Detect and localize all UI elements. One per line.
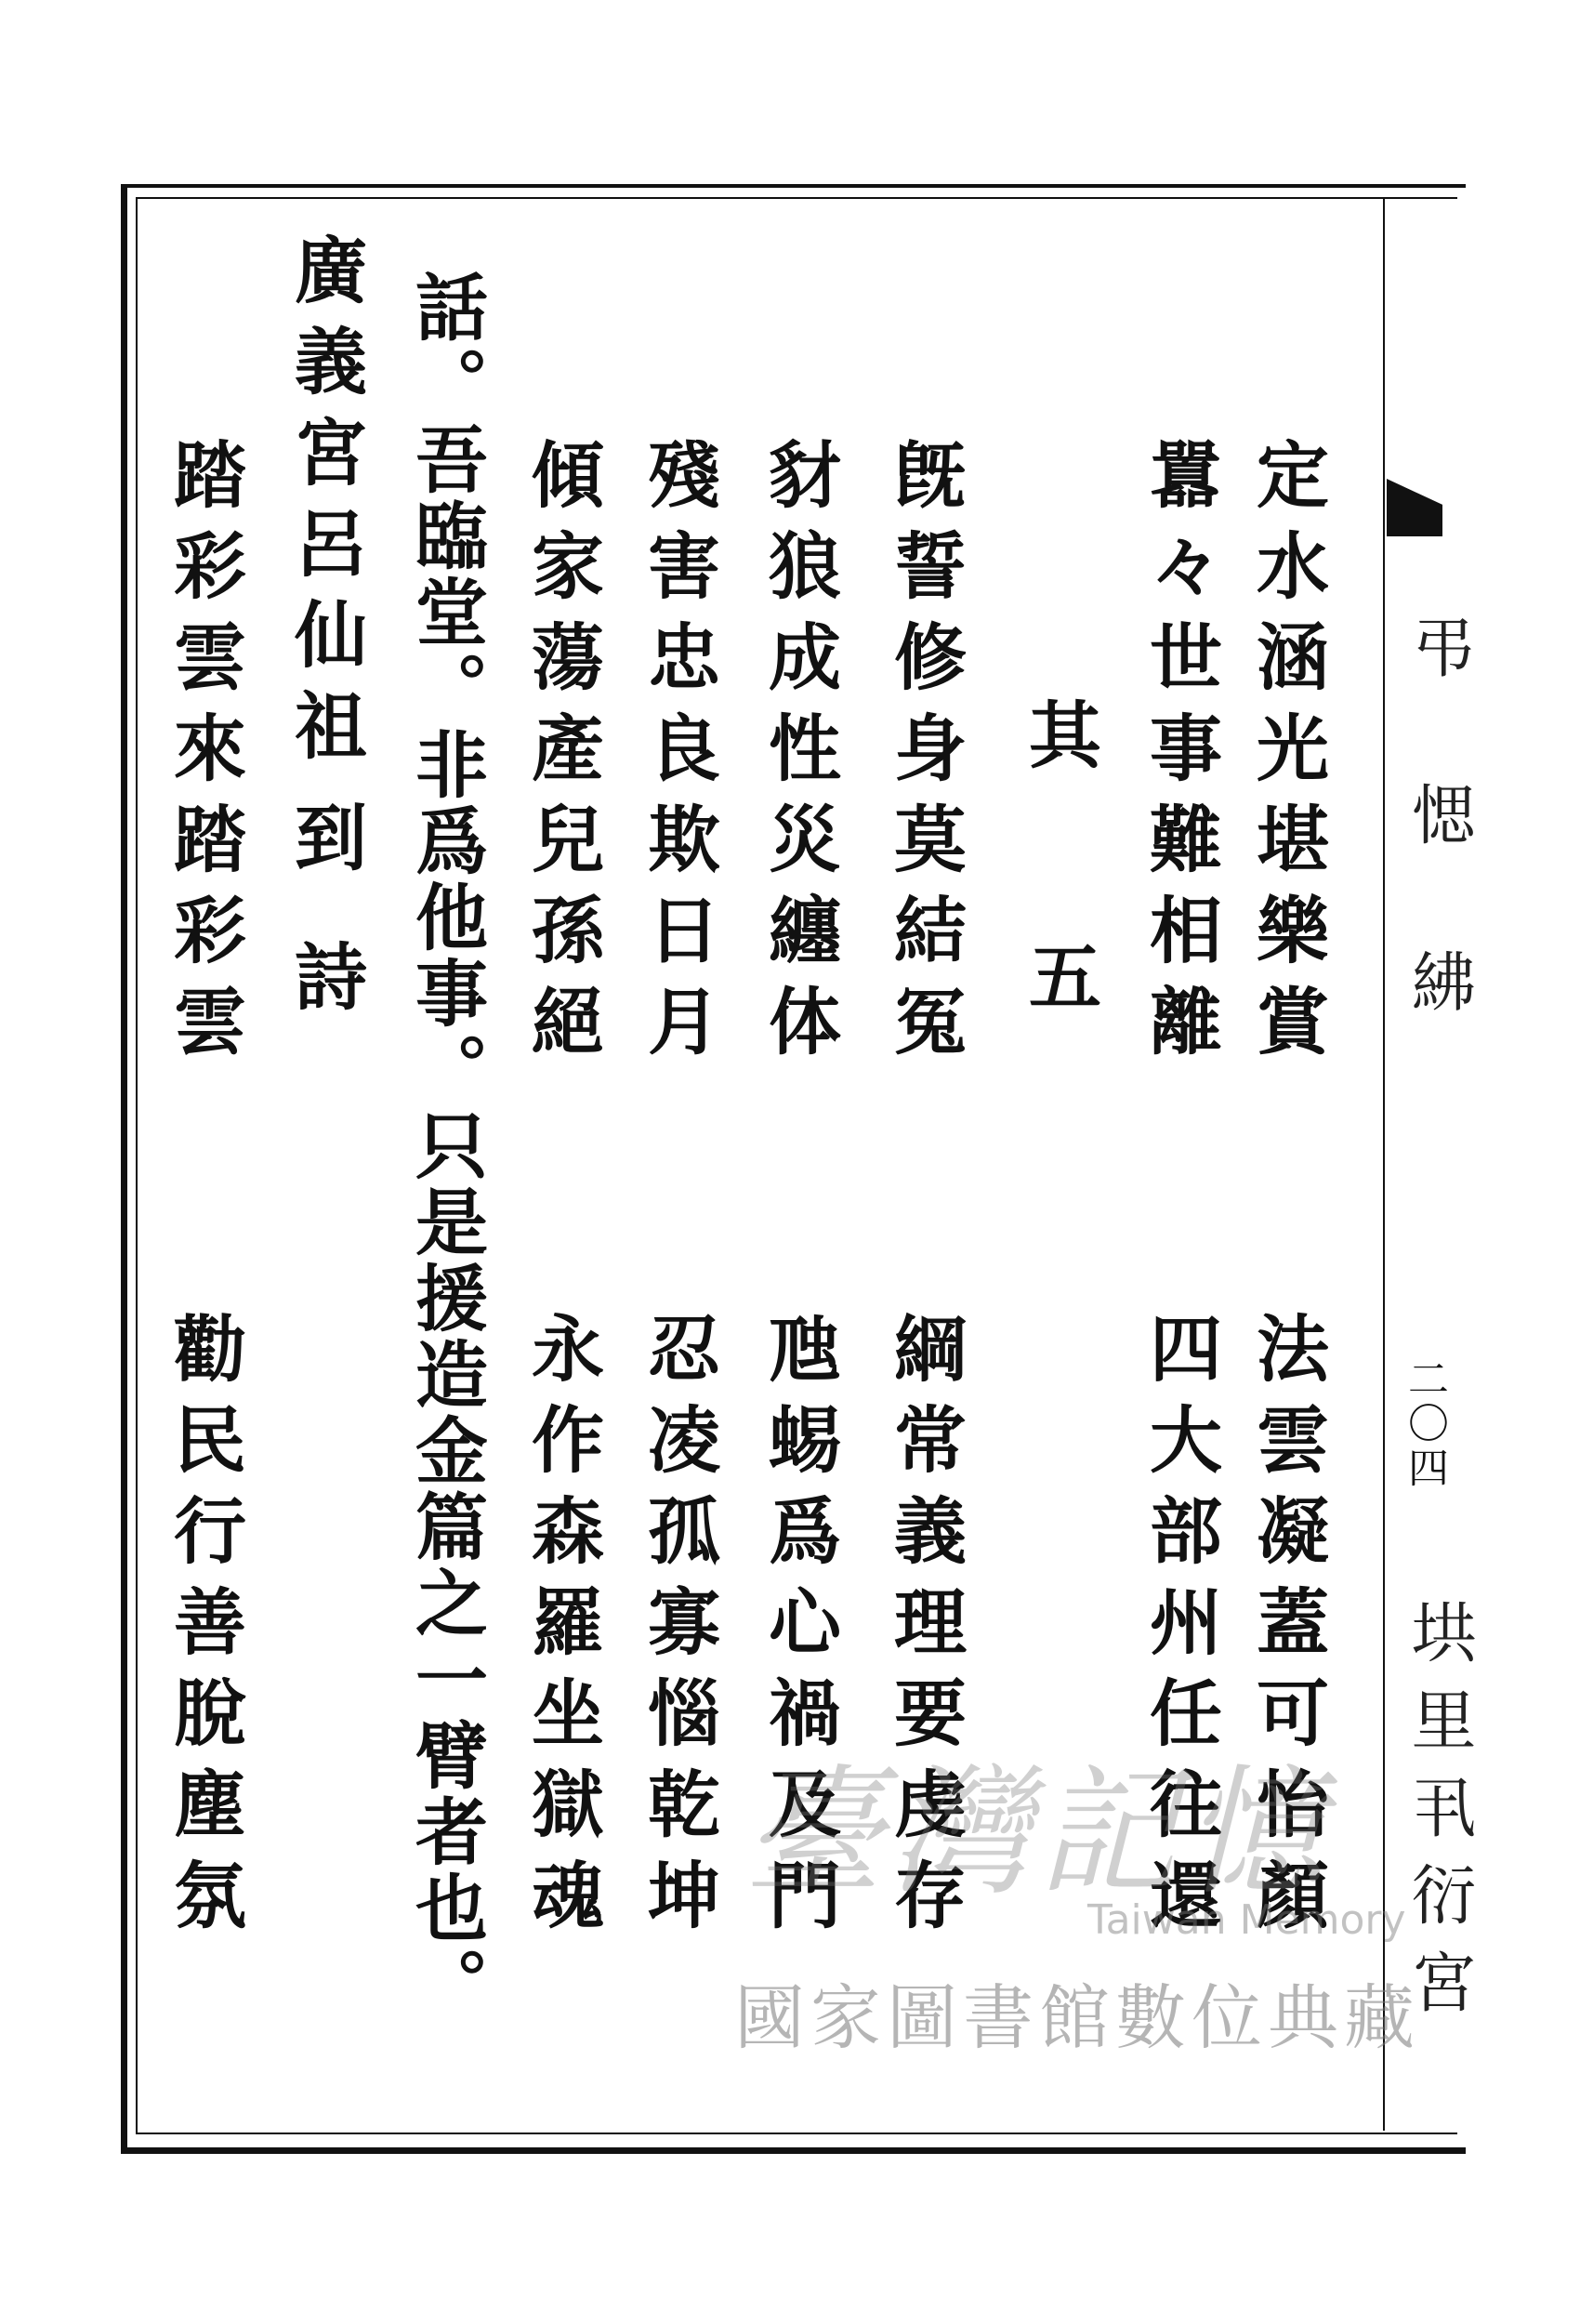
- verse-column-7-top: 殘害忠良欺日月: [636, 437, 720, 1075]
- verse-column-5-bottom: 綱常義理要虔存: [882, 1311, 967, 1948]
- verse-column-1-bottom: 法雲凝蓋可怡顏: [1244, 1311, 1329, 1948]
- margin-title-bottom: 垬里丮衍宮: [1401, 1599, 1477, 2036]
- verse-column-8-top: 傾家蕩產兒孫絕: [520, 437, 604, 1075]
- verse-column-6-bottom: 虺蜴爲心禍及門: [757, 1311, 841, 1948]
- poem-header-poem: 詩: [283, 939, 367, 1030]
- watermark-english: Taiwan Memory: [1087, 1896, 1406, 1944]
- prose-column: 話。吾臨堂。非爲他事。只是援造金篇之一臂者也。: [403, 270, 488, 2023]
- verse-column-8-bottom: 永作森羅坐獄魂: [520, 1311, 604, 1948]
- verse-column-2-bottom: 四大部州任往還: [1138, 1311, 1222, 1948]
- verse-column-5-top: 旣誓修身莫結冤: [882, 437, 967, 1075]
- section-heading-qi: 其: [1017, 697, 1101, 788]
- verse-column-1-top: 定水涵光堪樂賞: [1244, 437, 1329, 1075]
- verse-column-6-top: 豺狼成性災纏体: [757, 437, 841, 1075]
- watermark-chinese: 國家圖書館數位典藏: [734, 1976, 1420, 2059]
- watermark-cursive-logo: 臺灣記憶: [744, 1752, 1332, 1914]
- verse-column-2-top: 囂々世事難相離: [1138, 437, 1222, 1075]
- verse-column-11-top: 踏彩雲來踏彩雲: [162, 437, 246, 1075]
- poem-header-column: 廣義宮呂仙祖: [283, 232, 367, 779]
- poem-header-arrival: 到: [283, 799, 367, 891]
- margin-title-top: 弔愢紼: [1401, 614, 1477, 1116]
- section-heading-five: 五: [1017, 939, 1101, 1030]
- verse-column-11-bottom: 勸民行善脫塵氛: [162, 1311, 246, 1948]
- page-number: 二〇四: [1401, 1357, 1448, 1491]
- verse-column-7-bottom: 忍凌孤寡惱乾坤: [636, 1311, 720, 1948]
- margin-rule: [1383, 199, 1385, 2131]
